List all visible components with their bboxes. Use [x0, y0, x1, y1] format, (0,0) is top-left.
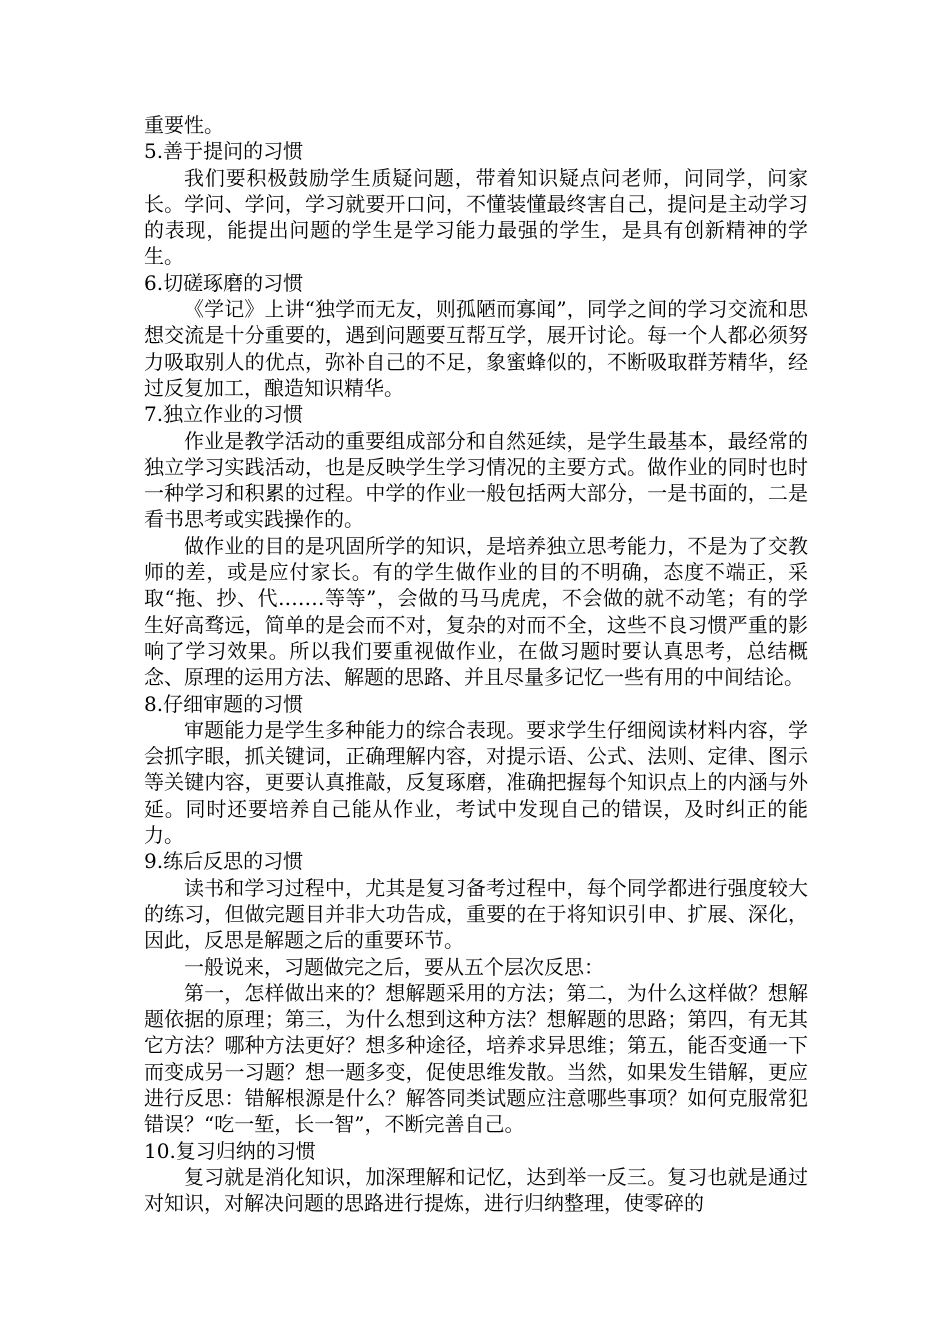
- paragraph: 第一，怎样做出来的？想解题采用的方法；第二，为什么这样做？想解题依据的原理；第三，为什么想到这种方法？想解题的思路；第四，有无其它方法？哪种方法更好？想多种途径，培养求异思维；第五，能否变通一下而变成另一习题？想一题多变，促使思维发散。当然，如果发生错解，更应进行反思：错解根源是什么？解答同类试题应注意哪些事项？如何克服常犯错误？“吃一堑，长一智”，不断完善自己。: [144, 980, 808, 1137]
- paragraph: 作业是教学活动的重要组成部分和自然延续，是学生最基本，最经常的独立学习实践活动，也是反映学生学习情况的主要方式。做作业的同时也时一种学习和积累的过程。中学的作业一般包括两大部分，一是书面的，二是看书思考或实践操作的。: [144, 428, 808, 532]
- section-heading-10: 10.复习归纳的习惯: [144, 1138, 316, 1163]
- paragraph: 审题能力是学生多种能力的综合表现。要求学生仔细阅读材料内容，学会抓字眼，抓关键词，正确理解内容，对提示语、公式、法则、定律、图示等关键内容，更要认真推敲，反复琢磨，准确把握每个知识点上的内涵与外延。同时还要培养自己能从作业，考试中发现自己的错误，及时纠正的能力。: [144, 717, 808, 848]
- section-heading-5: 5.善于提问的习惯: [144, 139, 304, 164]
- paragraph: 《学记》上讲“独学而无友，则孤陋而寡闻”，同学之间的学习交流和思想交流是十分重要的，遇到问题要互帮互学，展开讨论。每一个人都必须努力吸取别人的优点，弥补自己的不足，象蜜蜂似的，不断吸取群芳精华，经过反复加工，酿造知识精华。: [144, 297, 808, 400]
- section-heading-9: 9.练后反思的习惯: [144, 849, 304, 874]
- paragraph: 一般说来，习题做完之后，要从五个层次反思：: [184, 954, 604, 979]
- paragraph: 我们要积极鼓励学生质疑问题，带着知识疑点问老师，问同学，问家长。学问、学问，学习就要开口问，不懂装懂最终害自己，提问是主动学习的表现，能提出问题的学生是学习能力最强的学生，是具有创新精神的学生。: [144, 165, 808, 269]
- paragraph: 复习就是消化知识，加深理解和记忆，达到举一反三。复习也就是通过对知识，对解决问题的思路进行提炼，进行归纳整理，使零碎的: [144, 1164, 808, 1216]
- paragraph-continuation: 重要性。: [144, 113, 224, 137]
- document-page: [144, 112, 808, 1216]
- section-heading-6: 6.切磋琢磨的习惯: [144, 270, 304, 295]
- paragraph: 读书和学习过程中，尤其是复习备考过程中，每个同学都进行强度较大的练习，但做完题目并非大功告成，重要的在于将知识引申、扩展、深化，因此，反思是解题之后的重要环节。: [144, 875, 808, 953]
- paragraph: 做作业的目的是巩固所学的知识，是培养独立思考能力，不是为了交教师的差，或是应付家长。有的学生做作业的目的不明确，态度不端正，采取“拖、抄、代.……等等”，会做的马马虎虎，不会做的就不动笔；有的学生好高骛远，简单的是会而不对，复杂的对而不全，这些不良习惯严重的影响了学习效果。所以我们要重视做作业，在做习题时要认真思考，总结概念、原理的运用方法、解题的思路、并且尽量多记忆一些有用的中间结论。: [144, 533, 808, 690]
- section-heading-7: 7.独立作业的习惯: [144, 402, 304, 427]
- section-heading-8: 8.仔细审题的习惯: [144, 691, 304, 716]
